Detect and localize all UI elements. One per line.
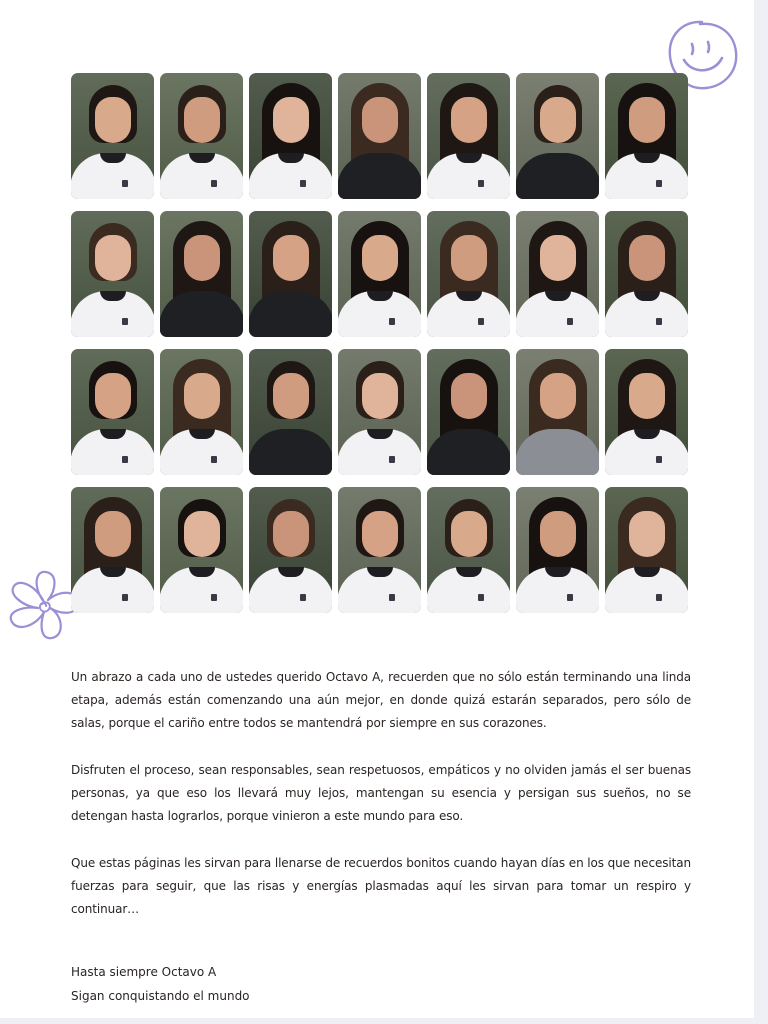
school-crest-icon <box>656 180 662 187</box>
student-face <box>540 373 576 419</box>
student-photo <box>605 211 688 337</box>
page-edge <box>754 0 768 1024</box>
student-uniform <box>338 153 421 199</box>
message-paragraph-3: Que estas páginas les sirvan para llenarse de recuerdos bonitos cuando hayan días en los que necesitan fuerzas para seguir, que las risas y energías plasmadas aquí les sirvan para tomar un respiro y continuar… <box>71 856 691 916</box>
student-photo <box>516 349 599 475</box>
school-crest-icon <box>122 180 128 187</box>
student-face <box>273 511 309 557</box>
student-face <box>362 373 398 419</box>
student-photo <box>249 349 332 475</box>
student-photo <box>160 349 243 475</box>
student-photo <box>605 487 688 613</box>
school-crest-icon <box>656 456 662 463</box>
school-crest-icon <box>211 180 217 187</box>
student-face <box>451 97 487 143</box>
student-photo <box>427 487 510 613</box>
student-photo <box>71 487 154 613</box>
closing-line-2: Sigan conquistando el mundo <box>71 989 250 1003</box>
student-face <box>629 235 665 281</box>
student-photo <box>516 211 599 337</box>
school-crest-icon <box>122 318 128 325</box>
student-photo <box>427 73 510 199</box>
student-uniform <box>249 429 332 475</box>
school-crest-icon <box>211 594 217 601</box>
school-crest-icon <box>567 594 573 601</box>
message-paragraph-2: Disfruten el proceso, sean responsables, sean respetuosos, empáticos y no olviden jamás el ser buenas personas, ya que eso los llevará muy lejos, mantengan su esencia y persigan sus sueños, no se detengan hasta lograrlos, porque vinieron a este mundo para eso. <box>71 763 691 823</box>
school-crest-icon <box>656 594 662 601</box>
school-crest-icon <box>122 594 128 601</box>
student-photo <box>160 211 243 337</box>
student-uniform <box>516 429 599 475</box>
school-crest-icon <box>656 318 662 325</box>
student-face <box>451 235 487 281</box>
student-face <box>95 97 131 143</box>
school-crest-icon <box>300 594 306 601</box>
student-photo <box>71 73 154 199</box>
student-uniform <box>427 429 510 475</box>
student-photo <box>71 211 154 337</box>
school-crest-icon <box>478 180 484 187</box>
message-paragraph-1: Un abrazo a cada uno de ustedes querido Octavo A, recuerden que no sólo están terminando una linda etapa, además están comenzando una aún mejor, en donde quizá estarán separados, pero sólo de salas, porque el cariño entre todos se mantendrá por siempre en sus corazones. <box>71 670 691 730</box>
student-face <box>362 511 398 557</box>
student-face <box>184 511 220 557</box>
school-crest-icon <box>389 456 395 463</box>
student-photo <box>338 487 421 613</box>
student-photo <box>249 211 332 337</box>
student-face <box>362 97 398 143</box>
page-bottom-edge <box>0 1018 768 1024</box>
student-face <box>95 511 131 557</box>
student-photo <box>160 73 243 199</box>
student-photo <box>338 211 421 337</box>
student-photo <box>71 349 154 475</box>
closing-line-1: Hasta siempre Octavo A <box>71 965 217 979</box>
student-photo <box>160 487 243 613</box>
student-photo <box>249 487 332 613</box>
school-crest-icon <box>478 594 484 601</box>
student-photo <box>516 487 599 613</box>
student-face <box>629 511 665 557</box>
student-face <box>184 373 220 419</box>
student-face <box>273 235 309 281</box>
school-crest-icon <box>389 318 395 325</box>
student-face <box>629 373 665 419</box>
student-photo <box>516 73 599 199</box>
student-face <box>184 97 220 143</box>
student-photo <box>605 73 688 199</box>
student-face <box>540 235 576 281</box>
school-crest-icon <box>478 318 484 325</box>
student-face <box>273 373 309 419</box>
school-crest-icon <box>567 318 573 325</box>
school-crest-icon <box>211 456 217 463</box>
student-face <box>629 97 665 143</box>
school-crest-icon <box>300 180 306 187</box>
student-photo <box>338 349 421 475</box>
sign-off <box>71 960 471 1008</box>
student-face <box>362 235 398 281</box>
student-photo <box>605 349 688 475</box>
student-photo-grid <box>71 73 689 613</box>
student-face <box>273 97 309 143</box>
student-face <box>540 511 576 557</box>
student-face <box>184 235 220 281</box>
student-photo <box>427 211 510 337</box>
student-face <box>451 511 487 557</box>
student-photo <box>427 349 510 475</box>
student-photo <box>249 73 332 199</box>
student-face <box>451 373 487 419</box>
student-photo <box>338 73 421 199</box>
student-face <box>540 97 576 143</box>
student-uniform <box>249 291 332 337</box>
school-crest-icon <box>389 594 395 601</box>
student-uniform <box>160 291 243 337</box>
student-face <box>95 373 131 419</box>
school-crest-icon <box>122 456 128 463</box>
student-face <box>95 235 131 281</box>
message-text <box>71 666 691 945</box>
student-uniform <box>516 153 599 199</box>
